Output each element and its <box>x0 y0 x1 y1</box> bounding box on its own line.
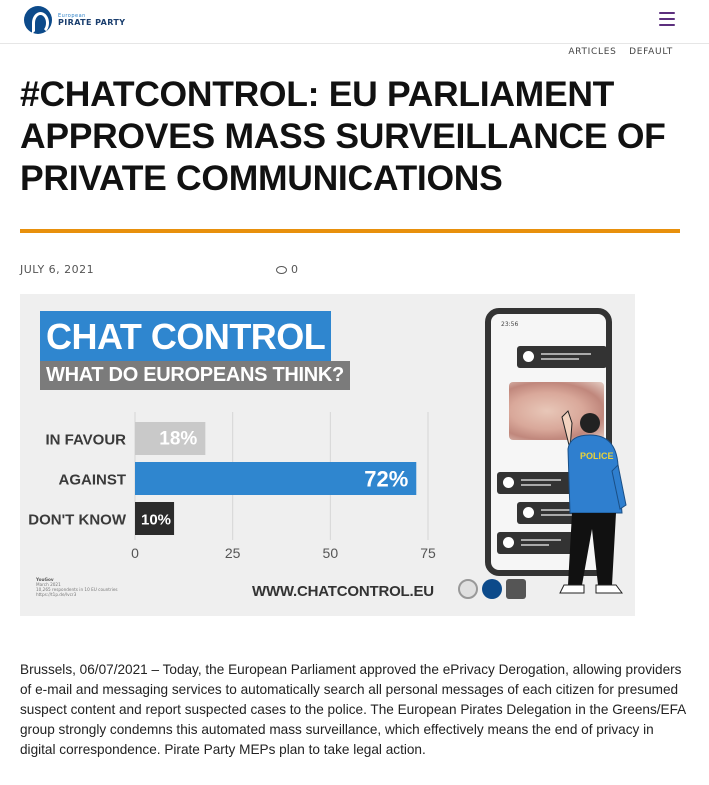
source-line: 10,265 respondents in 10 EU countries <box>36 587 118 592</box>
featured-image <box>20 294 635 616</box>
category-link-articles[interactable]: ARTICLES <box>568 47 617 57</box>
message-bubble <box>517 346 607 368</box>
source-line: March 2021 <box>36 582 61 587</box>
chart-value-label: 72% <box>364 466 409 492</box>
category-link-default[interactable]: DEFAULT <box>629 47 673 57</box>
logo-small-text: European <box>58 12 86 19</box>
chart-category-label: DON'T KNOW <box>28 511 126 529</box>
greens-efa-logo-icon <box>506 579 526 599</box>
site-header <box>0 0 709 44</box>
pirate-party-logo-icon <box>24 6 52 34</box>
chart-tick-label: 0 <box>131 545 139 561</box>
chart-tick-label: 75 <box>420 545 436 561</box>
site-logo[interactable] <box>24 6 125 34</box>
hamburger-icon[interactable] <box>659 12 675 26</box>
chart-category-label: AGAINST <box>58 471 126 489</box>
logo-brand-text: PIRATE PARTY <box>58 17 126 27</box>
chart-value-label: 18% <box>159 428 198 450</box>
comment-icon <box>276 266 287 274</box>
infographic-subheadline: WHAT DO EUROPEANS THINK? <box>40 361 350 390</box>
chart-tick-label: 50 <box>322 545 339 561</box>
campaign-website: WWW.CHATCONTROL.EU <box>252 583 434 600</box>
phone-time: 23:56 <box>501 321 519 328</box>
article-date: JULY 6, 2021 <box>20 263 95 276</box>
partner-logos <box>458 579 530 599</box>
chart-tick-label: 25 <box>224 545 241 561</box>
category-links <box>559 47 673 57</box>
pirate-logo-icon <box>482 579 502 599</box>
chart-value-label: 10% <box>141 511 172 529</box>
comment-count: 0 <box>291 263 298 276</box>
article-body: Brussels, 06/07/2021 – Today, the European Parliament approved the ePrivacy Derogation, allowing providers of e-mail and messaging services to automatically search all personal messages of each citizen for presumed suspect content and report suspected cases to the police. The European Pirates Delegation in the Greens/EFA group strongly condemns this automated mass surveillance, which effectively means the end of privacy in digital correspondence. Pirate Party MEPs plan to take legal action. <box>20 662 686 757</box>
police-officer-illustration <box>540 409 630 609</box>
infographic-headline: CHAT CONTROL <box>40 311 331 361</box>
title-divider <box>20 229 680 233</box>
eu-logo-icon <box>458 579 478 599</box>
chart-category-label: IN FAVOUR <box>45 431 126 449</box>
source-line: https://t1p.de/lvcr3 <box>36 592 77 597</box>
police-label: POLICE <box>580 451 614 461</box>
article-title: #CHATCONTROL: EU PARLIAMENT APPROVES MASS SURVEILLANCE OF PRIVATE COMMUNICATIONS <box>20 74 666 198</box>
source-line: YouGov <box>36 577 54 582</box>
comment-count-link[interactable] <box>276 263 298 276</box>
survey-source-note <box>36 577 118 597</box>
